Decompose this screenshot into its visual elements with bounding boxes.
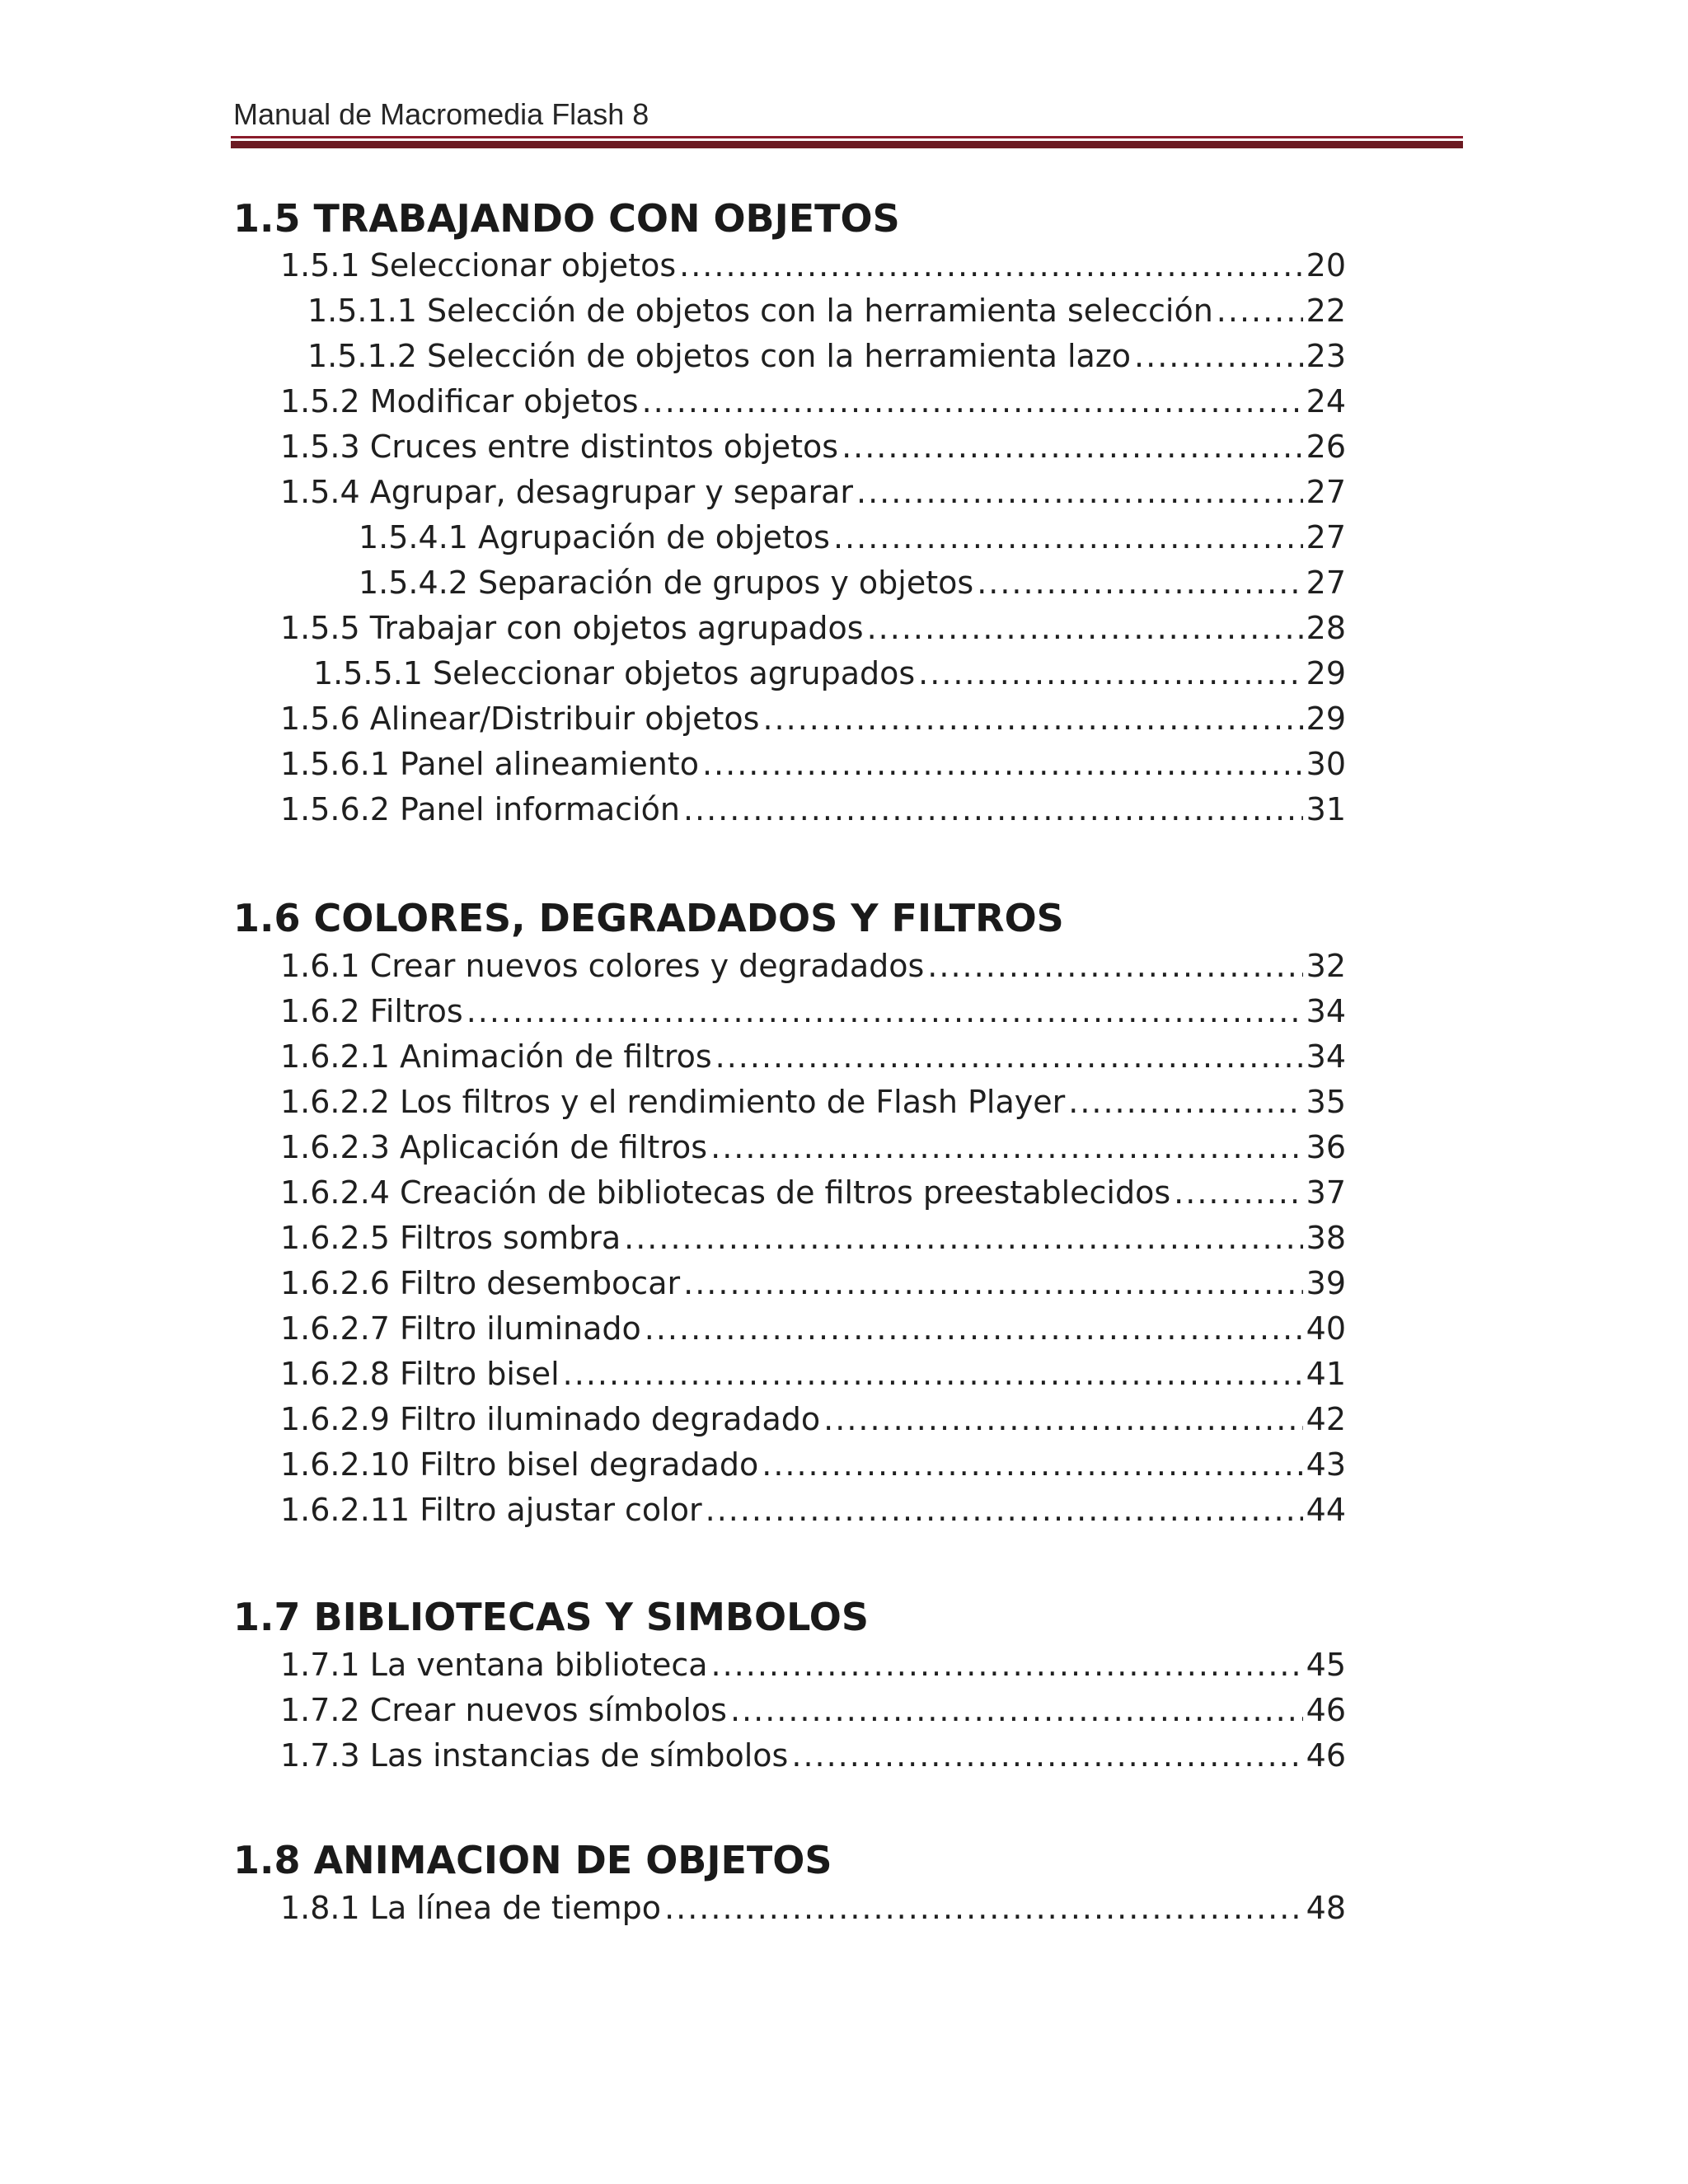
dot-leader <box>563 1356 1303 1392</box>
toc-entry-page-number: 26 <box>1306 429 1346 465</box>
toc-entry-label: 1.6.2.1 Animación de filtros <box>280 1038 712 1075</box>
dot-leader <box>683 1265 1303 1301</box>
toc-entry-label: 1.6.1 Crear nuevos colores y degradados <box>280 948 925 984</box>
toc-entry-page-number: 40 <box>1306 1310 1346 1347</box>
section-heading: 1.7 BIBLIOTECAS Y SIMBOLOS <box>233 1595 869 1639</box>
dot-leader <box>645 1310 1303 1347</box>
toc-entry-label: 1.5.1.2 Selección de objetos con la herramienta lazo <box>307 338 1132 374</box>
dot-leader <box>730 1692 1303 1728</box>
toc-entry-page-number: 32 <box>1306 948 1346 984</box>
toc-entry-label: 1.5.2 Modificar objetos <box>280 383 639 419</box>
toc-entry-label: 1.5.4.1 Agrupación de objetos <box>359 519 830 555</box>
toc-entry-label: 1.6.2.8 Filtro bisel <box>280 1356 560 1392</box>
dot-leader <box>918 655 1302 691</box>
toc-entry[interactable] <box>280 746 1346 789</box>
toc-entry-label: 1.6.2.7 Filtro iluminado <box>280 1310 641 1347</box>
toc-entry-page-number: 38 <box>1306 1220 1346 1256</box>
dot-leader <box>711 1647 1303 1683</box>
dot-leader <box>624 1220 1303 1256</box>
toc-entry[interactable] <box>280 429 1346 471</box>
toc-entry-label: 1.6.2.2 Los filtros y el rendimiento de Flash Player <box>280 1084 1066 1120</box>
toc-entry[interactable] <box>280 791 1346 834</box>
toc-entry-label: 1.6.2.6 Filtro desembocar <box>280 1265 681 1301</box>
toc-entry[interactable] <box>359 565 1346 607</box>
section-heading: 1.5 TRABAJANDO CON OBJETOS <box>233 196 900 241</box>
dot-leader <box>710 1129 1303 1165</box>
section-heading: 1.6 COLORES, DEGRADADOS Y FILTROS <box>233 896 1064 940</box>
dot-leader <box>823 1401 1302 1437</box>
dot-leader <box>706 1492 1303 1528</box>
toc-entry-page-number: 31 <box>1306 791 1346 827</box>
toc-entry-page-number: 39 <box>1306 1265 1346 1301</box>
toc-entry-page-number: 46 <box>1306 1737 1346 1774</box>
dot-leader <box>467 993 1303 1029</box>
dot-leader <box>791 1737 1302 1774</box>
toc-entry-label: 1.5.1.1 Selección de objetos con la herramienta selección <box>307 293 1213 329</box>
toc-entry-label: 1.5.6.2 Panel información <box>280 791 680 827</box>
toc-entry[interactable] <box>280 701 1346 743</box>
toc-entry-label: 1.6.2.9 Filtro iluminado degradado <box>280 1401 821 1437</box>
toc-entry[interactable] <box>280 1310 1346 1353</box>
toc-entry-page-number: 27 <box>1306 474 1346 510</box>
dot-leader <box>867 610 1303 646</box>
toc-entry[interactable] <box>280 1084 1346 1127</box>
toc-entry-label: 1.7.2 Crear nuevos símbolos <box>280 1692 727 1728</box>
dot-leader <box>715 1038 1303 1075</box>
dot-leader <box>1174 1174 1302 1211</box>
toc-entry-page-number: 34 <box>1306 1038 1346 1075</box>
toc-entry[interactable] <box>280 948 1346 991</box>
toc-entry-label: 1.6.2.5 Filtros sombra <box>280 1220 621 1256</box>
toc-entry[interactable] <box>280 383 1346 426</box>
dot-leader <box>702 746 1303 782</box>
toc-entry-label: 1.5.6.1 Panel alineamiento <box>280 746 699 782</box>
toc-entry-page-number: 23 <box>1306 338 1346 374</box>
toc-entry-page-number: 44 <box>1306 1492 1346 1528</box>
toc-entry[interactable] <box>280 247 1346 290</box>
toc-entry[interactable] <box>307 293 1346 335</box>
dot-leader <box>1134 338 1303 374</box>
toc-entry-label: 1.5.4.2 Separación de grupos y objetos <box>359 565 974 601</box>
toc-entry-page-number: 41 <box>1306 1356 1346 1392</box>
toc-entry[interactable] <box>307 338 1346 381</box>
toc-entry[interactable] <box>280 1356 1346 1399</box>
toc-entry-label: 1.5.6 Alinear/Distribuir objetos <box>280 701 760 737</box>
toc-entry-page-number: 20 <box>1306 247 1346 284</box>
dot-leader <box>683 791 1303 827</box>
toc-entry[interactable] <box>280 610 1346 653</box>
toc-entry-page-number: 37 <box>1306 1174 1346 1211</box>
toc-entry-page-number: 22 <box>1306 293 1346 329</box>
toc-entry-label: 1.5.3 Cruces entre distintos objetos <box>280 429 839 465</box>
dot-leader <box>842 429 1303 465</box>
toc-entry[interactable] <box>280 474 1346 517</box>
toc-entry[interactable] <box>280 1492 1346 1535</box>
section-heading: 1.8 ANIMACION DE OBJETOS <box>233 1838 832 1882</box>
dot-leader <box>833 519 1303 555</box>
toc-entry-label: 1.7.1 La ventana biblioteca <box>280 1647 708 1683</box>
toc-entry-label: 1.6.2.4 Creación de bibliotecas de filtros preestablecidos <box>280 1174 1171 1211</box>
dot-leader <box>1217 293 1303 329</box>
toc-entry-page-number: 35 <box>1306 1084 1346 1120</box>
toc-entry-label: 1.7.3 Las instancias de símbolos <box>280 1737 789 1774</box>
toc-entry[interactable] <box>313 655 1346 698</box>
toc-entry-page-number: 24 <box>1306 383 1346 419</box>
dot-leader <box>762 1446 1302 1483</box>
toc-entry-page-number: 30 <box>1306 746 1346 782</box>
toc-entry-label: 1.6.2.11 Filtro ajustar color <box>280 1492 702 1528</box>
toc-entry[interactable] <box>280 1890 1346 1933</box>
toc-entry-label: 1.6.2.3 Aplicación de filtros <box>280 1129 708 1165</box>
toc-entry-page-number: 28 <box>1306 610 1346 646</box>
dot-leader <box>762 701 1302 737</box>
toc-entry[interactable] <box>280 1647 1346 1690</box>
toc-entry[interactable] <box>280 1265 1346 1308</box>
toc-entry-label: 1.6.2.10 Filtro bisel degradado <box>280 1446 759 1483</box>
toc-entry-label: 1.5.5 Trabajar con objetos agrupados <box>280 610 864 646</box>
dot-leader <box>856 474 1303 510</box>
dot-leader <box>1068 1084 1302 1120</box>
toc-entry-page-number: 46 <box>1306 1692 1346 1728</box>
toc-entry-label: 1.5.1 Seleccionar objetos <box>280 247 677 284</box>
toc-entry-page-number: 27 <box>1306 565 1346 601</box>
toc-entry[interactable] <box>280 1401 1346 1444</box>
toc-entry[interactable] <box>280 1220 1346 1263</box>
dot-leader <box>664 1890 1303 1926</box>
toc-entry-page-number: 45 <box>1306 1647 1346 1683</box>
header-rule-thick <box>231 141 1463 148</box>
toc-entry[interactable] <box>280 1737 1346 1780</box>
toc-entry[interactable] <box>280 1129 1346 1172</box>
toc-entry-label: 1.5.4 Agrupar, desagrupar y separar <box>280 474 853 510</box>
toc-entry[interactable] <box>280 1446 1346 1489</box>
toc-entry[interactable] <box>280 1174 1346 1217</box>
toc-entry[interactable] <box>280 993 1346 1036</box>
toc-entry-page-number: 48 <box>1306 1890 1346 1926</box>
toc-entry-page-number: 42 <box>1306 1401 1346 1437</box>
dot-leader <box>679 247 1303 284</box>
toc-entry-label: 1.5.5.1 Seleccionar objetos agrupados <box>313 655 916 691</box>
toc-entry-page-number: 29 <box>1306 701 1346 737</box>
header-rule-thin <box>231 136 1463 138</box>
dot-leader <box>927 948 1302 984</box>
toc-entry-page-number: 34 <box>1306 993 1346 1029</box>
toc-entry[interactable] <box>280 1038 1346 1081</box>
toc-entry[interactable] <box>359 519 1346 562</box>
dot-leader <box>977 565 1302 601</box>
toc-entry-page-number: 43 <box>1306 1446 1346 1483</box>
document-title: Manual de Macromedia Flash 8 <box>233 97 649 131</box>
dot-leader <box>642 383 1303 419</box>
toc-entry-page-number: 27 <box>1306 519 1346 555</box>
toc-entry[interactable] <box>280 1692 1346 1735</box>
toc-entry-page-number: 29 <box>1306 655 1346 691</box>
toc-entry-label: 1.6.2 Filtros <box>280 993 463 1029</box>
toc-entry-page-number: 36 <box>1306 1129 1346 1165</box>
toc-entry-label: 1.8.1 La línea de tiempo <box>280 1890 662 1926</box>
